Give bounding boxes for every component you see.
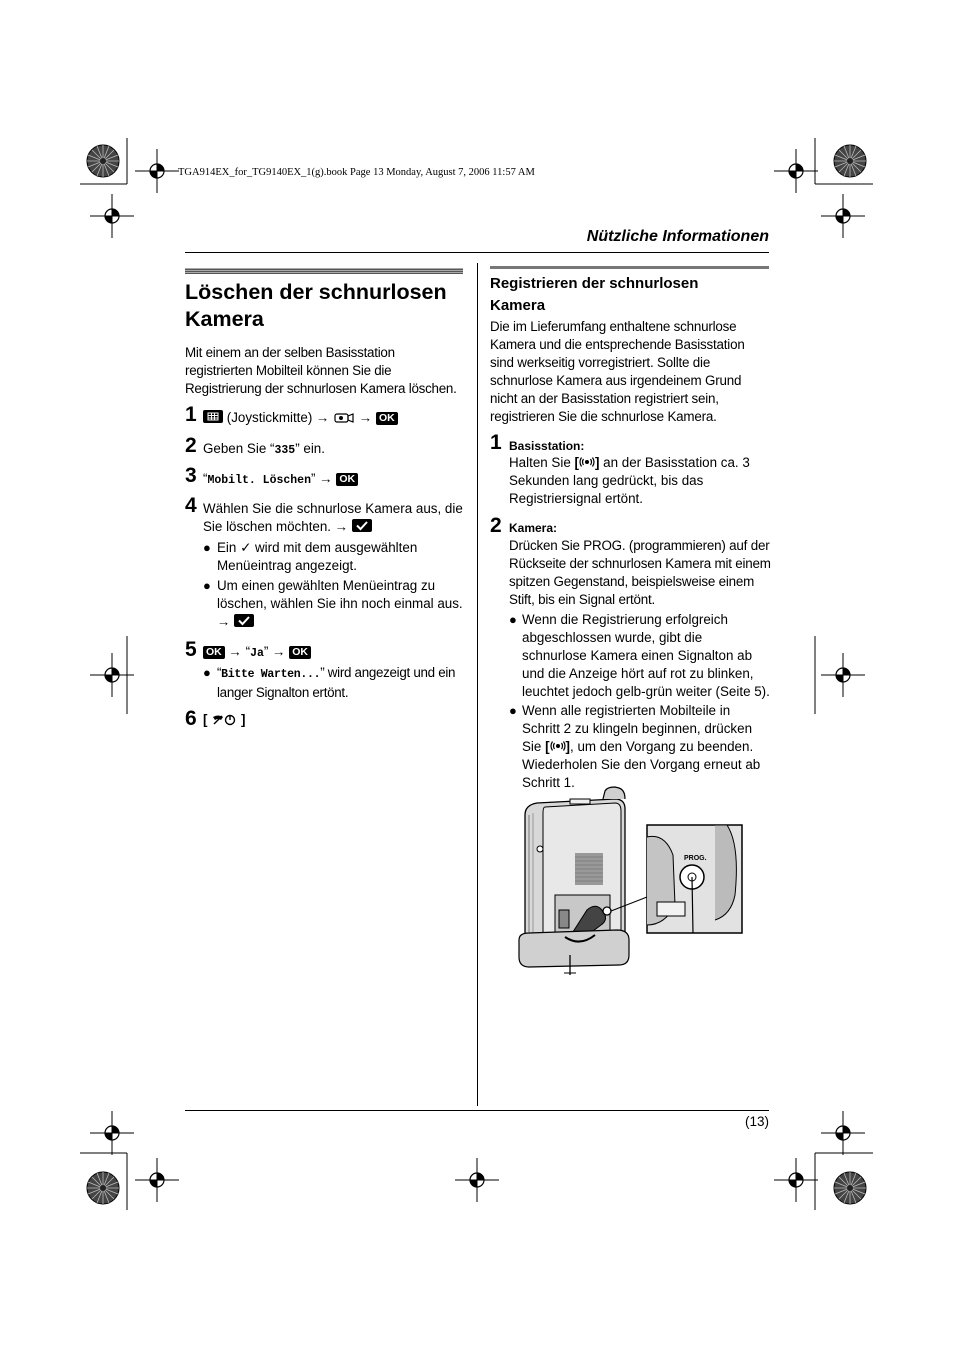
left-step5-bullet (217, 664, 465, 702)
left-intro: Mit einem an der selben Basisstation registrierten Mobilteil können Sie die Registrierung der schnurlosen Kamera löschen. (185, 345, 457, 396)
bracket-close: ] (240, 712, 246, 727)
bracket-open: [ (203, 712, 208, 727)
page-title (185, 279, 447, 333)
page-title-line1: Löschen der schnurlosen (185, 280, 447, 304)
quote-open: “ (203, 471, 208, 486)
bullet-dot: ● (203, 578, 211, 593)
arrow-icon: → (358, 410, 373, 425)
menu-mobilt-loeschen: Mobilt. Löschen (207, 474, 311, 487)
arrow-icon: → (217, 614, 231, 629)
left-step5 (203, 643, 311, 663)
step4-bullet2-text: Um einen gewählten Menüeintrag zu löschen, wählen Sie ihn noch einmal aus. (217, 578, 463, 611)
right-subtitle-line2: Kamera (490, 297, 546, 314)
prog-label: PROG. (684, 855, 707, 862)
left-step5-number: 5 (185, 638, 197, 661)
left-step4-bullet1: Ein ✓ wird mit dem ausgewählten Menüeintrag angezeigt. (217, 540, 418, 573)
left-step1 (203, 409, 398, 427)
ok-key: OK (376, 412, 398, 425)
quote-close: ” (311, 471, 316, 486)
right-step1-text (509, 454, 771, 508)
book-info: TGA914EX_for_TG9140EX_1(g).book Page 13 Monday, August 7, 2006 11:57 AM (178, 167, 535, 178)
left-step2 (203, 440, 325, 460)
camera-menu-icon (333, 410, 359, 425)
right-subtitle (490, 273, 698, 317)
left-step1-number: 1 (185, 403, 197, 426)
left-step3-number: 3 (185, 464, 197, 487)
step5-bullet-text: ” wird angezeigt und ein langer Signalton ertönt. (217, 665, 456, 700)
right-title-bar (490, 266, 769, 269)
footer-rule (185, 1110, 769, 1111)
ok-key: OK (289, 646, 311, 659)
arrow-icon: → (334, 519, 349, 534)
display-bitte-warten: Bitte Warten... (221, 668, 321, 681)
right-step2-text: Drücken Sie PROG. (programmieren) auf der Rückseite der schnurlosen Kamera mit einem spitzen Gegenstand, beispielsweise einem Stift, bis ein Signal ertönt. (509, 538, 771, 607)
page-title-line2: Kamera (185, 307, 264, 331)
left-step6 (203, 711, 245, 729)
code-335: 335 (274, 444, 296, 457)
ok-key: OK (336, 473, 358, 486)
left-step4-bullet2 (217, 577, 465, 631)
quote-close: ” (263, 644, 269, 659)
arrow-icon: → (272, 644, 286, 659)
step4-text: Wählen Sie die schnurlose Kamera aus, die Sie löschen möchten. (203, 501, 463, 534)
left-step2-number: 2 (185, 434, 197, 457)
right-step2-number: 2 (490, 514, 502, 537)
check-key-icon (352, 519, 372, 532)
quote-open: “ (245, 644, 251, 659)
arrow-icon: → (319, 471, 333, 486)
bullet-dot: ● (509, 612, 517, 627)
step1-text-a: Halten Sie (509, 455, 575, 470)
bullet-dot: ● (509, 703, 517, 718)
section-title: Nützliche Informationen (586, 228, 769, 245)
left-step6-number: 6 (185, 707, 197, 730)
right-step1-label: Basisstation: (509, 439, 585, 453)
right-step2-label: Kamera: (509, 521, 558, 535)
right-intro: Die im Lieferumfang enthaltene schnurlose Kamera und die entsprechende Basisstation sind werkseitig vorregistriert. Sollte die schnurlose Kamera aus irgendeinem Grund nicht an der Basisstation registriert sein, registrieren Sie die schnurlose Kamera. (490, 319, 745, 424)
locator-key-icon: [ ] (545, 739, 571, 754)
off-power-icon (211, 712, 237, 727)
bullet-dot: ● (203, 540, 211, 555)
left-step4-number: 4 (185, 494, 197, 517)
right-step1-number: 1 (490, 431, 502, 454)
bullet-dot: ● (203, 665, 211, 680)
step1-text-b: an der Basisstation ca. 3 Sekunden lang gedrückt, bis das Registriersignal ertönt. (509, 455, 750, 506)
step2-text-a: Geben Sie “ (203, 441, 275, 456)
right-step2-bullet2 (522, 702, 770, 792)
page-number: (13) (744, 1114, 769, 1129)
column-divider (477, 263, 478, 1106)
menu-grid-icon (203, 410, 223, 423)
left-step4 (203, 500, 465, 536)
bullet2-text-b: , um den Vorgang zu beenden. Wiederholen Sie den Vorgang erneut ab Schritt 1. (522, 739, 761, 790)
joystick-label: (Joystickmitte) (226, 410, 313, 425)
bullet2-text-a: Wenn alle registrierten Mobilteile in Schritt 2 zu klingeln beginnen, drücken Sie (522, 703, 753, 754)
arrow-icon: → (316, 410, 330, 425)
camera-illustration (515, 785, 745, 980)
right-step2-bullet1: Wenn die Registrierung erfolgreich abgeschlossen wurde, gibt die schnurlose Kamera einen Signalton ab und die Anzeige hört auf rot zu blinken, leuchtet jedoch gelb-grün weiter (Seite 5). (522, 612, 770, 699)
right-subtitle-line1: Registrieren der schnurlosen (490, 275, 699, 292)
quote-open: “ (217, 665, 222, 680)
left-step3 (203, 470, 358, 490)
menu-ja: Ja (250, 647, 264, 660)
ok-key: OK (203, 646, 225, 659)
header-rule (185, 252, 769, 253)
left-title-bar (185, 268, 463, 274)
locator-key-icon: [ ] (574, 455, 600, 470)
step2-text-b: ” ein. (295, 441, 325, 456)
check-key-icon (234, 614, 254, 627)
arrow-icon: → (228, 644, 242, 659)
